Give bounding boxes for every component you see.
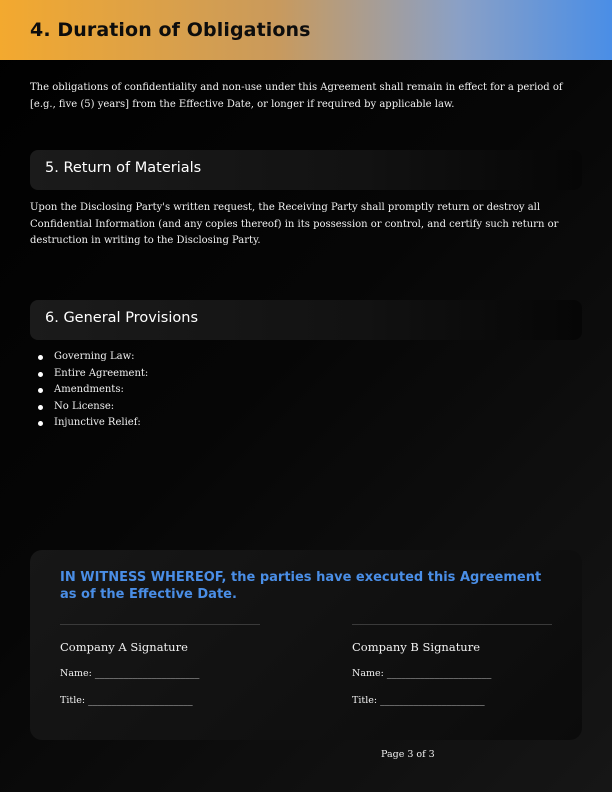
provision-item-entire-agreement (30, 366, 148, 383)
bullet-icon (38, 355, 43, 360)
provision-label: No License: (54, 400, 115, 412)
bullet-icon (38, 421, 43, 426)
section-6-heading: 6. General Provisions (45, 310, 199, 326)
section-4-body: The obligations of confidentiality and non-use under this Agreement shall remain in effect for a period of [e.g., five (5) years] from the Effective Date, or longer if required by applicable law. (30, 82, 563, 110)
provision-label: Entire Agreement: (54, 367, 149, 379)
signature-block-company-a (60, 624, 260, 706)
title-line: Title: ______________________ (60, 695, 193, 706)
bullet-icon (38, 405, 43, 410)
provision-label: Amendments: (54, 384, 124, 396)
signature-rule (352, 624, 552, 625)
general-provisions-list (30, 349, 148, 432)
signature-label: Company A Signature (60, 640, 188, 654)
provision-item-injunctive-relief (30, 415, 148, 432)
bullet-icon (38, 388, 43, 393)
provision-label: Governing Law: (54, 351, 135, 362)
provision-item-no-license (30, 399, 148, 416)
provision-item-governing-law (30, 349, 148, 366)
name-line: Name: ______________________ (60, 668, 200, 679)
signature-label: Company B Signature (352, 640, 481, 654)
signature-block-company-b (352, 624, 552, 706)
section-5-header-bar (30, 150, 582, 190)
section-5-body: Upon the Disclosing Party's written request, the Receiving Party shall promptly return or destroy all Confidential Information (and any copies thereof) in its possession or control, and certify such return or destruction in writing to the Disclosing Party. (30, 202, 559, 246)
witness-signature-box (30, 550, 582, 740)
signature-rule (60, 624, 260, 625)
title-line: Title: ______________________ (352, 695, 485, 706)
page-number: Page 3 of 3 (381, 749, 435, 760)
provision-item-amendments (30, 382, 148, 399)
name-line: Name: ______________________ (352, 668, 492, 679)
witness-statement: IN WITNESS WHEREOF, the parties have executed this Agreement as of the Effective Date. (60, 570, 542, 602)
provision-label: Injunctive Relief: (54, 417, 141, 429)
section-4-heading: 4. Duration of Obligations (30, 19, 311, 41)
section-6-header-bar (30, 300, 582, 340)
section-4-header-band (0, 0, 612, 60)
section-5-heading: 5. Return of Materials (45, 160, 202, 176)
bullet-icon (38, 372, 43, 377)
